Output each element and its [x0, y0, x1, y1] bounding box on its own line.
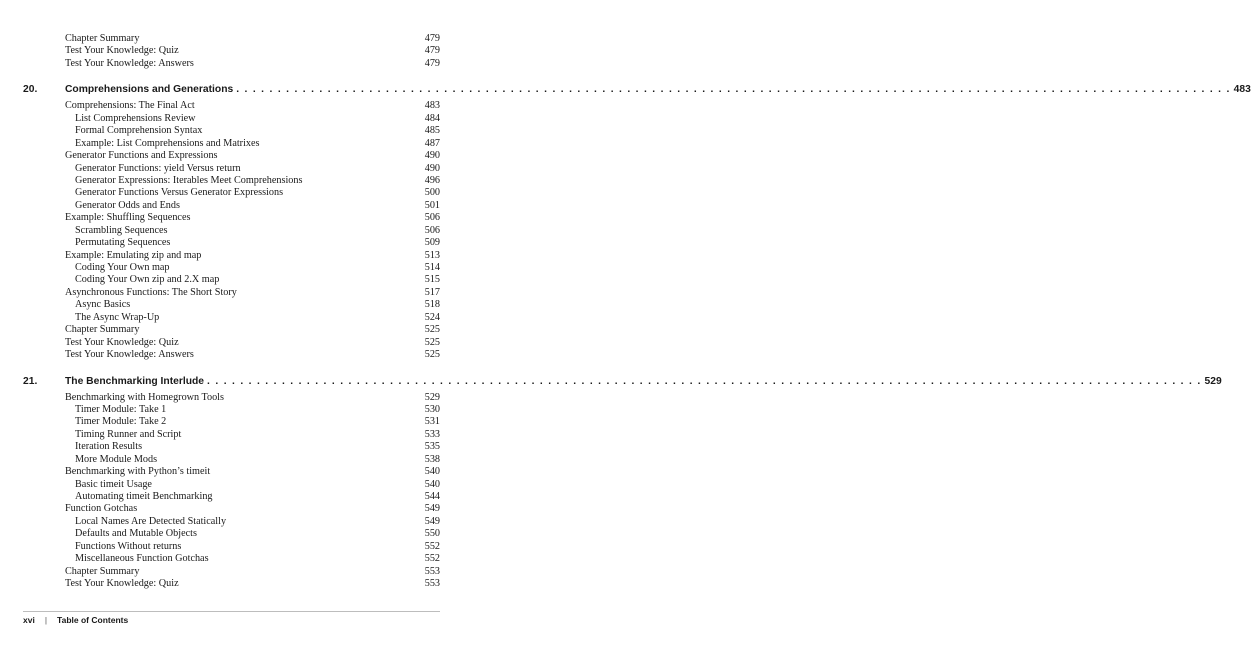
toc-subentry[interactable] — [23, 187, 440, 199]
entry-title: Benchmarking with Python’s timeit — [65, 466, 211, 478]
toc-subentry[interactable] — [23, 225, 440, 237]
entry-page-number: 509 — [424, 237, 440, 249]
entry-page-number: 490 — [424, 150, 440, 162]
entry-title: Automating timeit Benchmarking — [75, 491, 213, 502]
entry-page-number: 490 — [424, 162, 440, 174]
toc-subentry[interactable] — [23, 541, 440, 553]
entry-page-number: 529 — [424, 391, 440, 403]
toc-entry[interactable] — [23, 392, 440, 404]
entry-title: Chapter Summary — [65, 33, 140, 44]
entry-title: Generator Functions Versus Generator Expressions — [75, 187, 284, 199]
entry-title: Test Your Knowledge: Quiz — [65, 336, 179, 348]
entry-page-number: 540 — [424, 478, 440, 490]
entry-page-number: 483 — [424, 100, 440, 112]
toc-subentry[interactable] — [23, 200, 440, 212]
chapter-heading[interactable] — [23, 375, 1222, 389]
entry-page-number: 518 — [424, 299, 440, 311]
entry-page-number: 540 — [424, 466, 440, 478]
entry-page-number: 506 — [424, 212, 440, 224]
entry-title: Miscellaneous Function Gotchas — [75, 553, 209, 565]
toc-subentry[interactable] — [23, 491, 440, 503]
toc-subentry[interactable] — [23, 274, 440, 286]
entry-title: More Module Mods — [75, 453, 158, 465]
entry-title: Comprehensions: The Final Act — [65, 100, 195, 112]
toc-subentry[interactable] — [23, 237, 440, 249]
entry-page-number: 553 — [424, 578, 440, 590]
toc-subentry[interactable] — [23, 138, 440, 150]
toc-subentry[interactable] — [23, 125, 440, 137]
toc-subentry[interactable] — [23, 416, 440, 428]
toc-subentry[interactable] — [23, 113, 440, 125]
entry-title: Generator Expressions: Iterables Meet Comprehensions — [75, 174, 303, 186]
entry-page-number: 538 — [424, 453, 440, 465]
toc-subentry[interactable] — [23, 441, 440, 453]
entry-page-number: 552 — [424, 553, 440, 565]
entry-title: Functions Without returns — [75, 540, 182, 552]
toc-entry[interactable] — [23, 324, 440, 336]
entry-title: Coding Your Own map — [75, 262, 170, 273]
entry-title: Coding Your Own zip and 2.X map — [75, 274, 220, 286]
entry-title: Benchmarking with Homegrown Tools — [65, 391, 224, 403]
toc-entry[interactable] — [23, 503, 440, 515]
toc-entry[interactable] — [23, 33, 440, 45]
footer-page-number: xvi — [23, 615, 35, 625]
entry-title: Generator Odds and Ends — [75, 199, 180, 211]
entry-title: List Comprehensions Review — [75, 112, 196, 124]
entry-title: Async Basics — [75, 299, 131, 311]
entry-title: Iteration Results — [75, 441, 143, 453]
page-footer — [23, 614, 128, 626]
entry-page-number: 525 — [424, 324, 440, 336]
entry-page-number: 531 — [424, 416, 440, 428]
chapter-title: Comprehensions and Generations — [65, 84, 234, 96]
toc-entry[interactable] — [23, 100, 440, 112]
entry-title: Local Names Are Detected Statically — [75, 515, 227, 527]
entry-page-number: 517 — [424, 286, 440, 298]
toc-subentry[interactable] — [23, 163, 440, 175]
entry-title: Generator Functions and Expressions — [65, 150, 218, 162]
chapter-heading[interactable] — [23, 83, 1251, 97]
entry-page-number: 514 — [424, 262, 440, 273]
dot-leader: . . . . . . . . . . . . . . . . . . . . . . . . . . . . . . . . . . . . . . . . . . . . . . . . . . . . . . . . . . . . . . . . . . . . . . . . . . . . . . . . . . . . . . . . . . . . . . . . . . . . . . . . . . . . . . . . . . . . . . . . — [236, 84, 1231, 96]
toc-subentry[interactable] — [23, 312, 440, 324]
toc-entry[interactable] — [23, 250, 440, 262]
entry-page-number: 479 — [424, 45, 440, 57]
entry-page-number: 550 — [424, 528, 440, 540]
entry-title: Timing Runner and Script — [75, 428, 182, 440]
toc-subentry[interactable] — [23, 175, 440, 187]
entry-page-number: 487 — [424, 137, 440, 149]
entry-title: Scrambling Sequences — [75, 224, 168, 236]
entry-title: Asynchronous Functions: The Short Story — [65, 286, 237, 298]
toc-subentry[interactable] — [23, 553, 440, 565]
entry-title: Timer Module: Take 1 — [75, 403, 167, 415]
chapter-title: The Benchmarking Interlude — [65, 375, 205, 387]
entry-title: Chapter Summary — [65, 565, 140, 577]
entry-title: Example: Shuffling Sequences — [65, 212, 191, 224]
entry-page-number: 501 — [424, 199, 440, 211]
entry-title: Test Your Knowledge: Answers — [65, 349, 194, 361]
entry-page-number: 525 — [424, 349, 440, 361]
entry-page-number: 479 — [424, 57, 440, 69]
entry-title: Example: List Comprehensions and Matrixes — [75, 137, 260, 149]
toc-subentry[interactable] — [23, 454, 440, 466]
entry-page-number: 496 — [424, 174, 440, 186]
toc-entry[interactable] — [23, 466, 440, 478]
dot-leader: . . . . . . . . . . . . . . . . . . . . . . . . . . . . . . . . . . . . . . . . . . . . . . . . . . . . . . . . . . . . . . . . . . . . . . . . . . . . . . . . . . . . . . . . . . . . . . . . . . . . . . . . . . . . . . . . . . . . . . . . — [207, 375, 1202, 387]
toc-entry[interactable] — [23, 337, 440, 349]
entry-title: The Async Wrap-Up — [75, 311, 160, 323]
chapter-number: 20. — [23, 84, 38, 96]
toc-entry[interactable] — [23, 58, 440, 70]
toc-subentry[interactable] — [23, 479, 440, 491]
entry-title: Formal Comprehension Syntax — [75, 125, 203, 137]
chapter-page-number: 529 — [1204, 375, 1222, 387]
toc-entry[interactable] — [23, 566, 440, 578]
entry-page-number: 500 — [424, 187, 440, 199]
entry-page-number: 544 — [424, 491, 440, 502]
entry-title: Test Your Knowledge: Answers — [65, 57, 194, 69]
entry-page-number: 524 — [424, 311, 440, 323]
toc-entry[interactable] — [23, 349, 440, 361]
entry-page-number: 513 — [424, 249, 440, 261]
entry-page-number: 479 — [424, 33, 440, 44]
entry-title: Permutating Sequences — [75, 237, 171, 249]
toc-subentry[interactable] — [23, 299, 440, 311]
entry-page-number: 530 — [424, 403, 440, 415]
entry-page-number: 549 — [424, 503, 440, 515]
entry-page-number: 525 — [424, 336, 440, 348]
entry-title: Generator Functions: yield Versus return — [75, 162, 241, 174]
footer-rule — [23, 611, 440, 612]
entry-page-number: 515 — [424, 274, 440, 286]
table-of-contents — [23, 33, 1251, 591]
toc-subentry[interactable] — [23, 528, 440, 540]
toc-subentry[interactable] — [23, 404, 440, 416]
entry-title: Test Your Knowledge: Quiz — [65, 578, 179, 590]
entry-page-number: 506 — [424, 224, 440, 236]
entry-page-number: 484 — [424, 112, 440, 124]
entry-title: Function Gotchas — [65, 503, 138, 515]
chapter-page-number: 483 — [1233, 84, 1251, 96]
toc-entry[interactable] — [23, 45, 440, 57]
toc-entry[interactable] — [23, 287, 440, 299]
toc-entry[interactable] — [23, 578, 440, 590]
entry-title: Example: Emulating zip and map — [65, 249, 202, 261]
footer-label: Table of Contents — [57, 615, 129, 625]
toc-subentry[interactable] — [23, 262, 440, 274]
toc-subentry[interactable] — [23, 516, 440, 528]
entry-page-number: 553 — [424, 565, 440, 577]
entry-page-number: 533 — [424, 428, 440, 440]
entry-title: Basic timeit Usage — [75, 478, 152, 490]
entry-title: Timer Module: Take 2 — [75, 416, 167, 428]
entry-title: Defaults and Mutable Objects — [75, 528, 197, 540]
toc-entry[interactable] — [23, 150, 440, 162]
entry-page-number: 549 — [424, 515, 440, 527]
chapter-number: 21. — [23, 375, 38, 387]
entry-title: Test Your Knowledge: Quiz — [65, 45, 179, 57]
entry-title: Chapter Summary — [65, 324, 140, 336]
footer-separator: | — [44, 615, 48, 625]
toc-subentry[interactable] — [23, 429, 440, 441]
entry-page-number: 535 — [424, 441, 440, 453]
entry-page-number: 552 — [424, 540, 440, 552]
toc-entry[interactable] — [23, 212, 440, 224]
entry-page-number: 485 — [424, 125, 440, 137]
